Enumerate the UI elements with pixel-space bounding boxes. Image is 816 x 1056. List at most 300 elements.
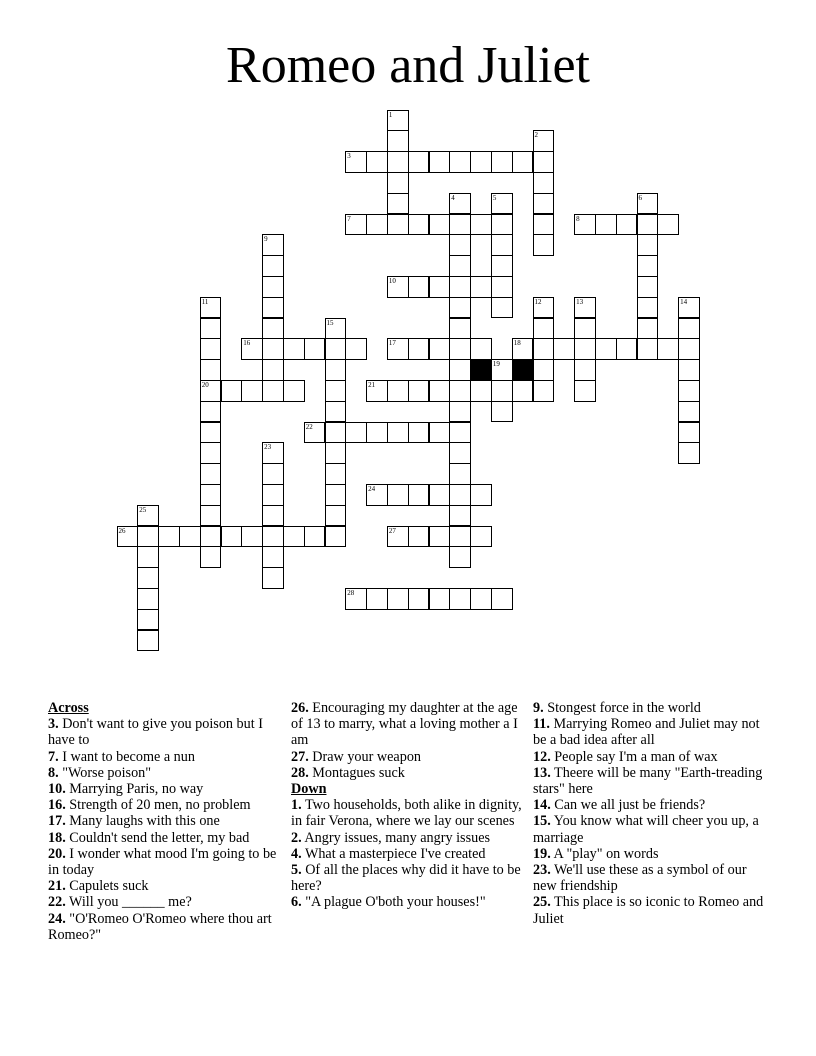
- cell-number: 6: [638, 193, 642, 202]
- grid-cell[interactable]: [200, 338, 222, 360]
- clue-across-3: [48, 716, 278, 748]
- grid-cell[interactable]: [283, 380, 305, 402]
- cell-number: 1: [388, 110, 393, 119]
- grid-cell[interactable]: [325, 463, 347, 485]
- clue-across-10: [48, 781, 278, 797]
- clue-across-21: [48, 878, 278, 894]
- grid-cell[interactable]: [449, 151, 471, 173]
- grid-cell[interactable]: [387, 526, 409, 548]
- clue-down-14: [533, 797, 773, 813]
- clue-number: 24.: [48, 910, 66, 927]
- grid-cell[interactable]: [408, 526, 430, 548]
- grid-cell[interactable]: [574, 380, 596, 402]
- grid-cell[interactable]: [637, 234, 659, 256]
- clue-across-18: [48, 830, 278, 846]
- clue-down-11: [533, 716, 773, 748]
- grid-cell[interactable]: [241, 380, 263, 402]
- clue-number: 5.: [291, 862, 302, 879]
- grid-cell[interactable]: [345, 588, 367, 610]
- grid-cell[interactable]: [387, 151, 409, 173]
- grid-cell[interactable]: [387, 484, 409, 506]
- grid-cell[interactable]: [449, 318, 471, 340]
- clue-number: 14.: [533, 797, 551, 814]
- clue-text: A "play" on words: [553, 845, 659, 862]
- clue-number: 3.: [48, 716, 59, 733]
- grid-cell[interactable]: [137, 630, 159, 652]
- grid-cell[interactable]: [158, 526, 180, 548]
- cell-number: 12: [534, 297, 542, 306]
- grid-cell[interactable]: [616, 214, 638, 236]
- clue-text: Many laughs with this one: [69, 813, 220, 830]
- grid-cell[interactable]: [241, 526, 263, 548]
- grid-cell[interactable]: [325, 422, 347, 444]
- grid-cell[interactable]: [533, 214, 555, 236]
- grid-cell[interactable]: [449, 401, 471, 423]
- grid-cell[interactable]: [657, 214, 679, 236]
- grid-cell[interactable]: [470, 276, 492, 298]
- clue-text: Don't want to give you poison but I have to: [48, 716, 263, 749]
- grid-cell[interactable]: [221, 380, 243, 402]
- clue-number: 8.: [48, 764, 59, 781]
- grid-cell[interactable]: [637, 318, 659, 340]
- cell-number: 13: [576, 297, 584, 306]
- cell-number: 24: [368, 484, 376, 493]
- grid-cell[interactable]: [470, 526, 492, 548]
- grid-cell[interactable]: [429, 214, 451, 236]
- clue-across-22: [48, 894, 278, 910]
- grid-cell[interactable]: [449, 526, 471, 548]
- grid-cell[interactable]: [491, 297, 513, 319]
- clue-text: Can we all just be friends?: [554, 797, 706, 814]
- grid-cell[interactable]: [657, 338, 679, 360]
- grid-cell[interactable]: [574, 318, 596, 340]
- grid-cell[interactable]: [262, 255, 284, 277]
- clue-number: 10.: [48, 781, 66, 798]
- grid-cell[interactable]: [429, 380, 451, 402]
- grid-cell[interactable]: [387, 130, 409, 152]
- grid-cell[interactable]: [200, 401, 222, 423]
- grid-cell[interactable]: [262, 380, 284, 402]
- grid-cell[interactable]: [678, 338, 700, 360]
- grid-cell[interactable]: [325, 505, 347, 527]
- grid-cell[interactable]: [491, 255, 513, 277]
- clue-text: Capulets suck: [69, 878, 149, 895]
- grid-cell[interactable]: [325, 442, 347, 464]
- clue-down-12: [533, 749, 773, 765]
- cell-number: 2: [534, 131, 538, 140]
- grid-cell[interactable]: [179, 526, 201, 548]
- grid-cell[interactable]: [387, 588, 409, 610]
- clue-text: Couldn't send the letter, my bad: [69, 829, 250, 846]
- grid-cell[interactable]: [262, 442, 284, 464]
- grid-cell[interactable]: [533, 297, 555, 319]
- grid-cell[interactable]: [449, 422, 471, 444]
- grid-cell[interactable]: [137, 588, 159, 610]
- grid-cell[interactable]: [491, 214, 513, 236]
- black-square: [512, 359, 534, 381]
- grid-cell[interactable]: [408, 214, 430, 236]
- grid-cell[interactable]: [449, 214, 471, 236]
- grid-cell[interactable]: [429, 276, 451, 298]
- clue-across-17: [48, 813, 278, 829]
- grid-cell[interactable]: [345, 338, 367, 360]
- grid-cell[interactable]: [325, 401, 347, 423]
- grid-cell[interactable]: [429, 484, 451, 506]
- clue-text: Will you ______ me?: [69, 894, 192, 911]
- grid-cell[interactable]: [637, 193, 659, 215]
- cell-number: 17: [388, 339, 396, 348]
- grid-cell[interactable]: [449, 234, 471, 256]
- cell-number: 28: [347, 588, 355, 597]
- grid-cell[interactable]: [449, 380, 471, 402]
- grid-cell[interactable]: [491, 588, 513, 610]
- grid-cell[interactable]: [491, 359, 513, 381]
- clue-text: Marrying Paris, no way: [69, 781, 204, 798]
- grid-cell[interactable]: [533, 380, 555, 402]
- clue-number: 6.: [291, 894, 302, 911]
- cell-number: 3: [347, 152, 351, 161]
- cell-number: 11: [201, 297, 209, 306]
- grid-cell[interactable]: [262, 567, 284, 589]
- grid-cell[interactable]: [200, 318, 222, 340]
- grid-cell[interactable]: [200, 422, 222, 444]
- cell-number: 19: [492, 360, 500, 369]
- grid-cell[interactable]: [262, 318, 284, 340]
- cell-number: 23: [264, 443, 272, 452]
- clue-down-25: [533, 894, 773, 926]
- grid-cell[interactable]: [200, 359, 222, 381]
- grid-cell[interactable]: [408, 422, 430, 444]
- grid-cell[interactable]: [449, 255, 471, 277]
- grid-cell[interactable]: [574, 214, 596, 236]
- grid-cell[interactable]: [491, 401, 513, 423]
- grid-cell[interactable]: [533, 172, 555, 194]
- grid-cell[interactable]: [491, 380, 513, 402]
- clue-number: 12.: [533, 748, 551, 765]
- clue-number: 21.: [48, 878, 66, 895]
- grid-cell[interactable]: [262, 234, 284, 256]
- clue-down-4: [291, 846, 526, 862]
- cell-number: 8: [576, 214, 580, 223]
- grid-cell[interactable]: [574, 338, 596, 360]
- clue-down-6: [291, 894, 526, 910]
- grid-cell[interactable]: [449, 505, 471, 527]
- clue-text: "A plague O'both your houses!": [305, 894, 486, 911]
- clue-across-24: [48, 911, 278, 943]
- clue-text: Strength of 20 men, no problem: [69, 797, 251, 814]
- grid-cell[interactable]: [137, 505, 159, 527]
- clue-text: Of all the places why did it have to be here?: [291, 862, 521, 895]
- grid-cell[interactable]: [262, 276, 284, 298]
- clue-text: Draw your weapon: [312, 748, 422, 765]
- grid-cell[interactable]: [449, 463, 471, 485]
- grid-cell[interactable]: [241, 338, 263, 360]
- grid-cell[interactable]: [325, 526, 347, 548]
- grid-cell[interactable]: [304, 338, 326, 360]
- grid-cell[interactable]: [512, 380, 534, 402]
- grid-cell[interactable]: [137, 609, 159, 631]
- clue-number: 25.: [533, 894, 551, 911]
- grid-cell[interactable]: [200, 297, 222, 319]
- cell-number: 14: [680, 297, 688, 306]
- grid-cell[interactable]: [491, 151, 513, 173]
- grid-cell[interactable]: [678, 359, 700, 381]
- grid-cell[interactable]: [533, 151, 555, 173]
- clues-column-2: [291, 700, 526, 911]
- clue-number: 20.: [48, 845, 66, 862]
- cell-number: 27: [388, 526, 396, 535]
- grid-cell[interactable]: [387, 110, 409, 132]
- grid-cell[interactable]: [429, 422, 451, 444]
- grid-cell[interactable]: [678, 297, 700, 319]
- grid-cell[interactable]: [408, 338, 430, 360]
- grid-cell[interactable]: [408, 484, 430, 506]
- grid-cell[interactable]: [616, 338, 638, 360]
- clue-across-20: [48, 846, 278, 878]
- grid-cell[interactable]: [283, 338, 305, 360]
- clue-text: Stongest force in the world: [547, 700, 701, 716]
- clue-number: 7.: [48, 748, 59, 765]
- grid-cell[interactable]: [366, 214, 388, 236]
- grid-cell[interactable]: [512, 151, 534, 173]
- clue-text: "O'Romeo O'Romeo where thou art Romeo?": [48, 910, 272, 943]
- grid-cell[interactable]: [200, 463, 222, 485]
- cell-number: 16: [243, 339, 251, 348]
- grid-cell[interactable]: [449, 546, 471, 568]
- grid-cell[interactable]: [387, 422, 409, 444]
- grid-cell[interactable]: [491, 276, 513, 298]
- clue-number: 23.: [533, 862, 551, 879]
- grid-cell[interactable]: [595, 338, 617, 360]
- clue-across-26: [291, 700, 526, 749]
- grid-cell[interactable]: [449, 193, 471, 215]
- grid-cell[interactable]: [491, 234, 513, 256]
- grid-cell[interactable]: [200, 505, 222, 527]
- grid-cell[interactable]: [262, 505, 284, 527]
- grid-cell[interactable]: [678, 401, 700, 423]
- grid-cell[interactable]: [470, 380, 492, 402]
- grid-cell[interactable]: [678, 318, 700, 340]
- clue-across-7: [48, 749, 278, 765]
- clue-number: 9.: [533, 700, 544, 716]
- grid-cell[interactable]: [429, 526, 451, 548]
- cell-number: 7: [347, 214, 351, 223]
- grid-cell[interactable]: [449, 442, 471, 464]
- grid-cell[interactable]: [262, 463, 284, 485]
- grid-cell[interactable]: [449, 588, 471, 610]
- grid-cell[interactable]: [325, 380, 347, 402]
- grid-cell[interactable]: [449, 297, 471, 319]
- grid-cell[interactable]: [304, 422, 326, 444]
- grid-cell[interactable]: [449, 338, 471, 360]
- grid-cell[interactable]: [387, 172, 409, 194]
- grid-cell[interactable]: [512, 338, 534, 360]
- grid-cell[interactable]: [137, 546, 159, 568]
- grid-cell[interactable]: [262, 526, 284, 548]
- grid-cell[interactable]: [408, 151, 430, 173]
- cell-number: 18: [513, 339, 521, 348]
- grid-cell[interactable]: [387, 380, 409, 402]
- grid-cell[interactable]: [470, 151, 492, 173]
- grid-cell[interactable]: [200, 484, 222, 506]
- clue-number: 17.: [48, 813, 66, 830]
- grid-cell[interactable]: [533, 234, 555, 256]
- grid-cell[interactable]: [117, 526, 139, 548]
- across-heading: Across: [48, 700, 89, 716]
- clue-number: 2.: [291, 829, 302, 846]
- grid-cell[interactable]: [262, 297, 284, 319]
- clue-down-13: [533, 765, 773, 797]
- grid-cell[interactable]: [262, 359, 284, 381]
- grid-cell[interactable]: [304, 526, 326, 548]
- grid-cell[interactable]: [678, 422, 700, 444]
- clue-across-28: [291, 765, 526, 781]
- grid-cell[interactable]: [637, 276, 659, 298]
- clue-down-15: [533, 813, 773, 845]
- clue-down-2: [291, 830, 526, 846]
- clue-text: I want to become a nun: [62, 748, 195, 765]
- grid-cell[interactable]: [637, 297, 659, 319]
- grid-cell[interactable]: [533, 359, 555, 381]
- grid-cell[interactable]: [637, 255, 659, 277]
- clue-across-27: [291, 749, 526, 765]
- cell-number: 21: [368, 380, 376, 389]
- grid-cell[interactable]: [408, 588, 430, 610]
- grid-cell[interactable]: [449, 276, 471, 298]
- clue-text: Montagues suck: [312, 764, 405, 781]
- grid-cell[interactable]: [470, 484, 492, 506]
- grid-cell[interactable]: [533, 338, 555, 360]
- grid-cell[interactable]: [429, 338, 451, 360]
- grid-cell[interactable]: [200, 380, 222, 402]
- clue-number: 27.: [291, 748, 309, 765]
- clue-across-16: [48, 797, 278, 813]
- grid-cell[interactable]: [429, 588, 451, 610]
- grid-cell[interactable]: [533, 193, 555, 215]
- grid-cell[interactable]: [595, 214, 617, 236]
- grid-cell[interactable]: [221, 526, 243, 548]
- clue-text: "Worse poison": [62, 764, 152, 781]
- clue-text: What a masterpiece I've created: [304, 845, 486, 862]
- grid-cell[interactable]: [533, 318, 555, 340]
- clue-number: 4.: [291, 845, 302, 862]
- clue-text: Marrying Romeo and Juliet may not be a bad idea after all: [533, 716, 760, 749]
- down-heading: Down: [291, 781, 327, 798]
- grid-cell[interactable]: [408, 276, 430, 298]
- cell-number: 5: [492, 193, 497, 202]
- clues-column-1: [48, 700, 278, 943]
- clue-number: 15.: [533, 813, 551, 830]
- grid-cell[interactable]: [366, 422, 388, 444]
- grid-cell[interactable]: [408, 380, 430, 402]
- clue-number: 26.: [291, 700, 309, 716]
- clue-text: We'll use these as a symbol of our new friendship: [533, 862, 747, 895]
- grid-cell[interactable]: [637, 214, 659, 236]
- grid-cell[interactable]: [325, 359, 347, 381]
- clue-text: People say I'm a man of wax: [554, 748, 718, 765]
- clue-number: 16.: [48, 797, 66, 814]
- grid-cell[interactable]: [200, 442, 222, 464]
- grid-cell[interactable]: [574, 359, 596, 381]
- clue-down-23: [533, 862, 773, 894]
- grid-cell[interactable]: [345, 214, 367, 236]
- clue-down-1: [291, 797, 526, 829]
- clue-number: 19.: [533, 845, 551, 862]
- clue-text: Angry issues, many angry issues: [304, 829, 491, 846]
- grid-cell[interactable]: [325, 484, 347, 506]
- clue-number: 13.: [533, 764, 551, 781]
- grid-cell[interactable]: [366, 588, 388, 610]
- grid-cell[interactable]: [449, 484, 471, 506]
- grid-cell[interactable]: [574, 297, 596, 319]
- grid-cell[interactable]: [470, 214, 492, 236]
- grid-cell[interactable]: [366, 380, 388, 402]
- grid-cell[interactable]: [449, 359, 471, 381]
- grid-cell[interactable]: [262, 484, 284, 506]
- cell-number: 15: [326, 318, 334, 327]
- grid-cell[interactable]: [387, 193, 409, 215]
- grid-cell[interactable]: [325, 338, 347, 360]
- clue-down-19: [533, 846, 773, 862]
- clue-down-9: [533, 700, 773, 716]
- clue-number: 28.: [291, 764, 309, 781]
- clue-number: 22.: [48, 894, 66, 911]
- grid-cell[interactable]: [429, 151, 451, 173]
- grid-cell[interactable]: [678, 380, 700, 402]
- clue-number: 11.: [533, 716, 550, 733]
- clue-text: Encouraging my daughter at the age of 13 to marry, what a loving mother a I am: [291, 700, 518, 749]
- clue-text: Two households, both alike in dignity, in fair Verona, where we lay our scenes: [291, 797, 522, 830]
- grid-cell[interactable]: [283, 526, 305, 548]
- clue-across-8: [48, 765, 278, 781]
- grid-cell[interactable]: [387, 276, 409, 298]
- grid-cell[interactable]: [366, 484, 388, 506]
- grid-cell[interactable]: [325, 318, 347, 340]
- grid-cell[interactable]: [678, 442, 700, 464]
- grid-cell[interactable]: [345, 422, 367, 444]
- black-square: [470, 359, 492, 381]
- grid-cell[interactable]: [345, 151, 367, 173]
- clue-text: Theere will be many "Earth-treading stars" here: [533, 764, 763, 798]
- grid-cell[interactable]: [387, 338, 409, 360]
- grid-cell[interactable]: [366, 151, 388, 173]
- grid-cell[interactable]: [200, 546, 222, 568]
- cell-number: 4: [451, 193, 455, 202]
- clue-down-5: [291, 862, 526, 894]
- grid-cell[interactable]: [533, 130, 555, 152]
- grid-cell[interactable]: [262, 338, 284, 360]
- grid-cell[interactable]: [470, 588, 492, 610]
- grid-cell[interactable]: [200, 526, 222, 548]
- grid-cell[interactable]: [637, 338, 659, 360]
- grid-cell[interactable]: [262, 546, 284, 568]
- grid-cell[interactable]: [553, 338, 575, 360]
- clues-column-3: [533, 700, 773, 927]
- grid-cell[interactable]: [491, 193, 513, 215]
- clue-text: This place is so iconic to Romeo and Juliet: [533, 894, 764, 927]
- grid-cell[interactable]: [137, 567, 159, 589]
- grid-cell[interactable]: [470, 338, 492, 360]
- clue-text: I wonder what mood I'm going to be in today: [48, 845, 277, 879]
- cell-number: 22: [305, 422, 313, 431]
- grid-cell[interactable]: [137, 526, 159, 548]
- grid-cell[interactable]: [387, 214, 409, 236]
- cell-number: 9: [264, 235, 268, 244]
- cell-number: 10: [388, 276, 396, 285]
- clue-number: 18.: [48, 829, 66, 846]
- page-title: Romeo and Juliet: [226, 37, 590, 94]
- clue-number: 1.: [291, 797, 302, 814]
